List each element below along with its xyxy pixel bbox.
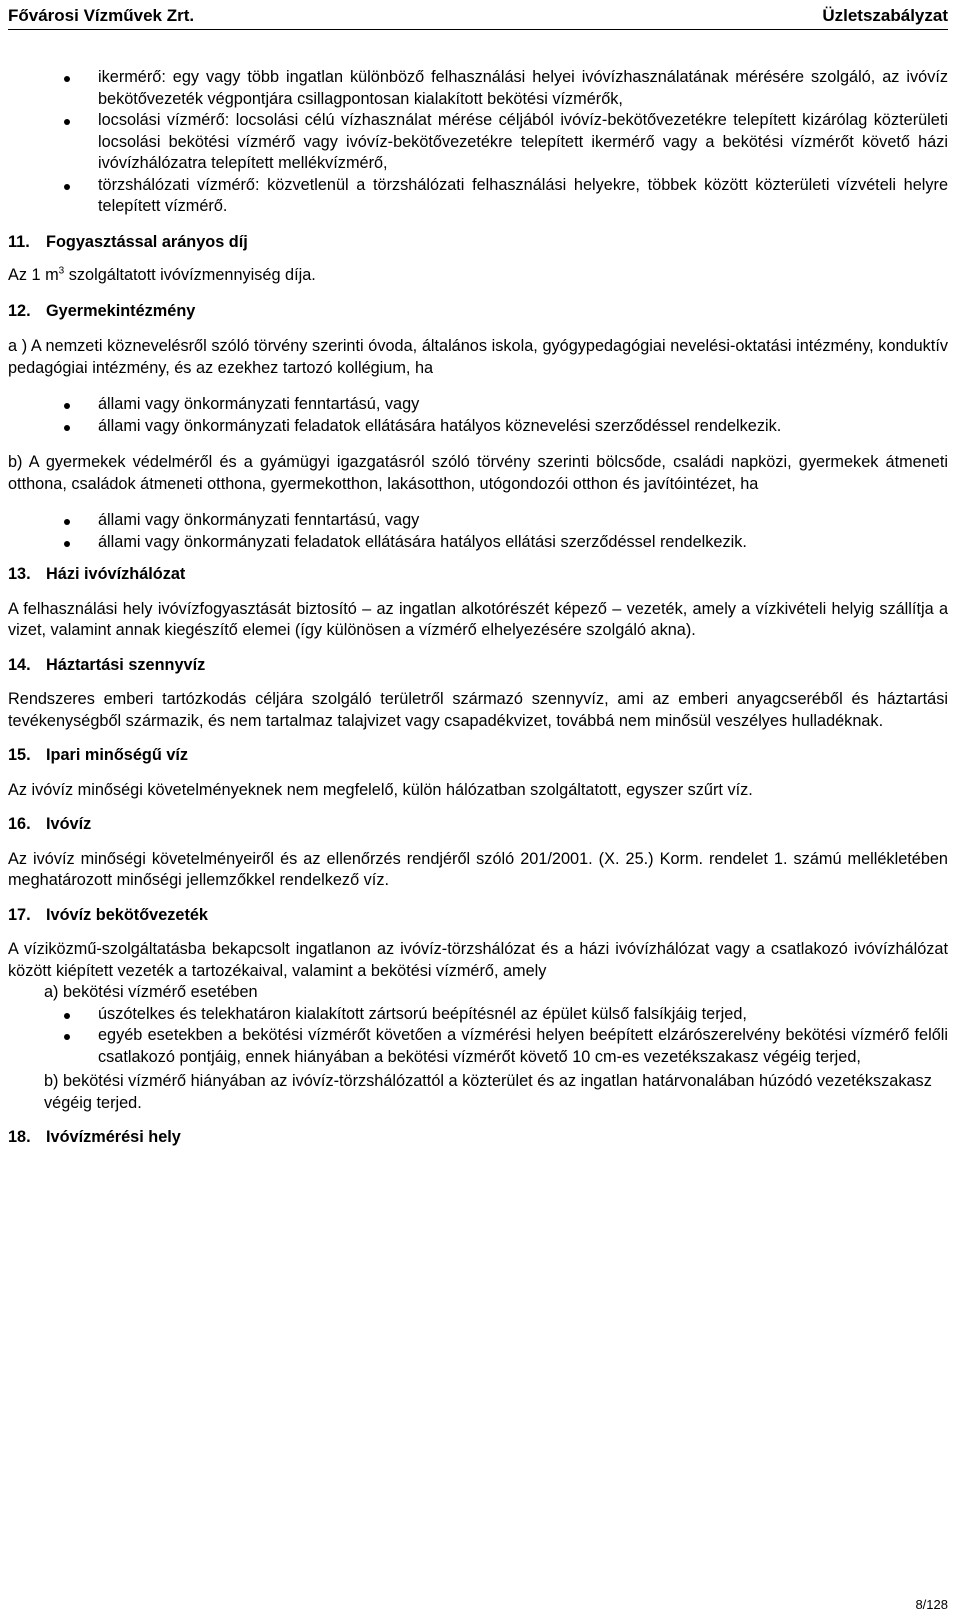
section-heading: 12. Gyermekintézmény (8, 301, 196, 320)
list-item: állami vagy önkormányzati feladatok ellátására hatályos köznevelési szerződéssel rendelkezik. (8, 416, 948, 438)
list-item: állami vagy önkormányzati feladatok ellátására hatályos ellátási szerződéssel rendelkezik. (8, 532, 948, 554)
section-text: Az 1 $m^3$ szolgáltatott ivóvízmennyiség díja. (8, 265, 316, 284)
list-item: ikermérő: egy vagy több ingatlan különböző felhasználási helyei ivóvízhasználatának mérésére szolgáló, az ivóvíz bekötővezeték végpontjára csillagpontosan kialakított bekötési vízmérők, (8, 67, 948, 110)
sub-item: b) bekötési vízmérő hiányában az ivóvíz-törzshálózattól a közterület és az ingatlan határvonalában húzódó vezetékszakasz végéig terjed. (44, 1072, 932, 1112)
section-heading: 18. Ivóvízmérési hely (8, 1128, 181, 1146)
document-body (8, 67, 948, 1149)
section-heading: 15. Ipari minőségű víz (8, 746, 189, 764)
list-item: egyéb esetekben a bekötési vízmérőt követően a vízmérési helyen beépített elzárószerelvény bekötési vízmérő felőli csatlakozó pontjáig, ennek hiányában a bekötési vízmérőt követő 10 cm-es vezetékszakasz végéig terjed, (8, 1025, 948, 1068)
bullet-icon (64, 425, 70, 431)
section-text: A víziközmű-szolgáltatásba bekapcsolt ingatlanon az ivóvíz-törzshálózat és a házi ivóvízhálózat vagy a csatlakozó ivóvízhálózat között kiépített vezeték a tartozékaival, valamint a bekötési vízmérő, amely (8, 940, 948, 980)
bullet-icon (64, 541, 70, 547)
list-item: állami vagy önkormányzati fenntartású, vagy (8, 394, 948, 416)
section-text: a ) A nemzeti köznevelésről szóló törvény szerinti óvoda, általános iskola, gyógypedagógiai nevelési-oktatási intézmény, konduktív pedagógiai intézmény, és az ezekhez tartozó kollégium, ha (8, 337, 948, 377)
section-text: b) A gyermekek védelméről és a gyámügyi igazgatásról szóló törvény szerinti bölcsőde, családi napközi, gyermekek átmeneti otthona, családok átmeneti otthona, gyermekotthon, lakásotthon, utógondozói otthon és javítóintézet, ha (8, 453, 948, 493)
company-name: Fővárosi Vízművek Zrt. (8, 6, 195, 25)
bullet-icon (64, 119, 70, 125)
section-heading: 14. Háztartási szennyvíz (8, 655, 206, 674)
list-item: állami vagy önkormányzati fenntartású, vagy (8, 510, 948, 532)
section-text: A felhasználási hely ivóvízfogyasztását biztosító – az ingatlan alkotórészét képező – vezeték, amely a vízkivételi helyig szállítja a vizet, valamint annak kiegészítő elemei (így különösen a vízmérő elhelyezésére szolgáló akna). (8, 599, 948, 639)
section-heading: 13. Házi ivóvízhálózat (8, 565, 186, 583)
bullet-icon (64, 1034, 70, 1040)
section-text: Rendszeres emberi tartózkodás céljára szolgáló területről származó szennyvíz, ami az emberi anyagcseréből és háztartási tevékenységből származik, és nem tartalmaz talajvizet vagy csapadékvizet, továbbá nem minősül veszélyes hulladéknak. (8, 690, 948, 730)
document-title: Üzletszabályzat (822, 6, 948, 25)
sub-item: a) bekötési vízmérő esetében (44, 983, 258, 1001)
section-heading: 17. Ivóvíz bekötővezeték (8, 905, 208, 924)
section-heading: 16. Ivóvíz (8, 815, 92, 833)
section-heading: 11. Fogyasztással arányos díj (8, 232, 248, 251)
header-divider (8, 29, 948, 30)
bullet-icon (64, 184, 70, 190)
bullet-icon (64, 76, 70, 82)
list-item: törzshálózati vízmérő: közvetlenül a törzshálózati felhasználási helyekre, többek között közterületi vízvételi helyre telepített vízmérő. (8, 175, 948, 218)
section-text: Az ivóvíz minőségi követelményeknek nem megfelelő, külön hálózatban szolgáltatott, egyszer szűrt víz. (8, 780, 753, 799)
bullet-icon (64, 1013, 70, 1019)
bullet-icon (64, 403, 70, 409)
section-text: Az ivóvíz minőségi követelményeiről és az ellenőrzés rendjéről szóló 201/2001. (X. 25.) Korm. rendelet 1. számú mellékletében meghatározott minőségi jellemzőkkel rendelkező víz. (8, 849, 948, 889)
list-item: locsolási vízmérő: locsolási célú vízhasználat mérése céljából ivóvíz-bekötővezetékre telepített kizárólag közterületi locsolási bekötési vízmérő vagy ivóvíz-bekötővezetékre telepített ikermérő vagy a bekötési vízmérőt követő házi ivóvízhálózatra telepített mellékvízmérő, (8, 110, 948, 175)
page-number: 8/128 (915, 1597, 948, 1612)
bullet-icon (64, 519, 70, 525)
list-item: úszótelkes és telekhatáron kialakított zártsorú beépítésnél az épület külső falsíkjáig terjed, (8, 1004, 948, 1026)
